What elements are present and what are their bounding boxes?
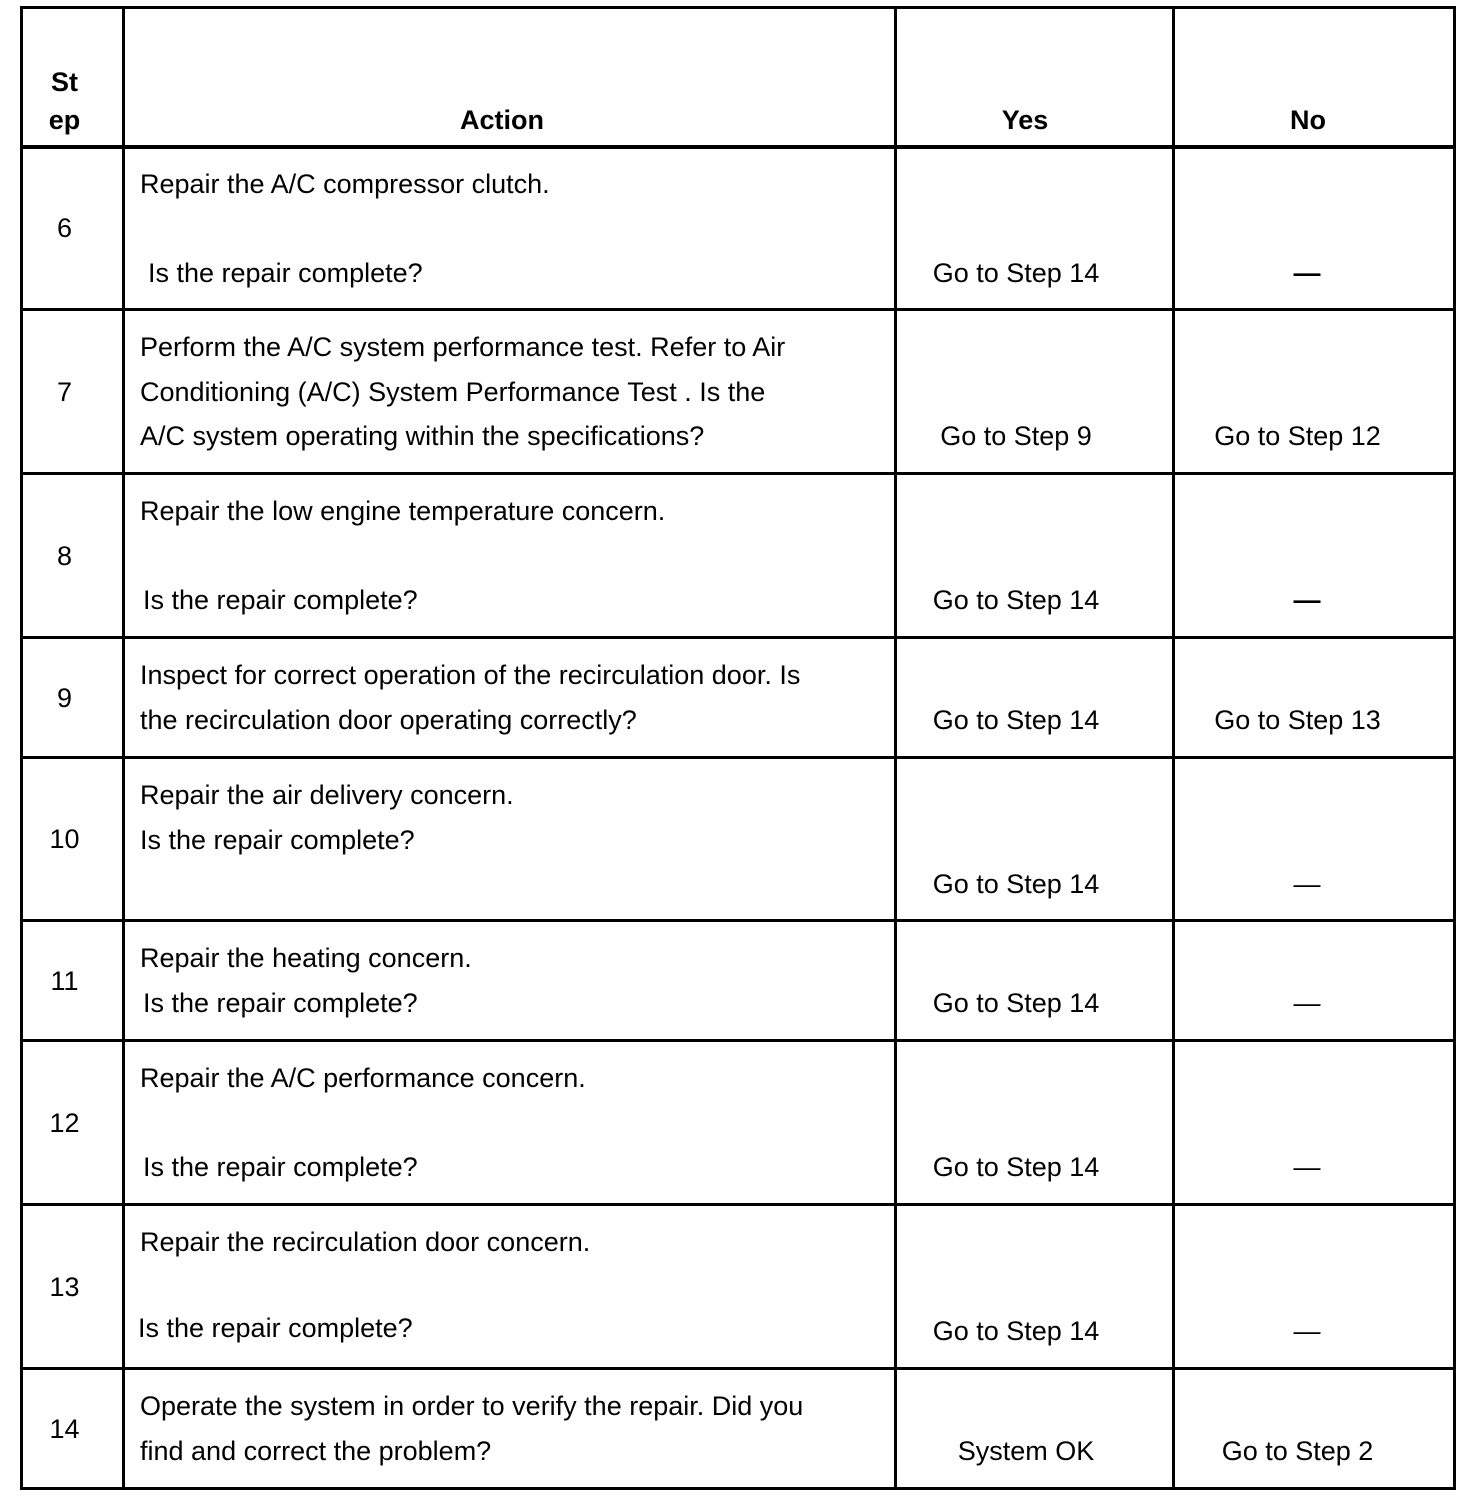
no-cell <box>1175 636 1453 756</box>
table-row <box>0 1367 1472 1487</box>
no-cell <box>1175 756 1453 919</box>
no-result: — <box>1293 258 1321 288</box>
step-cell <box>23 759 122 919</box>
yes-result: Go to Step 14 <box>932 869 1100 899</box>
no-cell <box>1175 145 1453 308</box>
yes-result: Go to Step 9 <box>940 421 1092 451</box>
header-step-label: ep <box>48 105 81 135</box>
action-text-line: Repair the recirculation door concern. <box>140 1227 591 1257</box>
step-cell <box>23 1370 122 1487</box>
header-yes-label: Yes <box>1001 105 1049 135</box>
no-cell <box>1175 919 1453 1039</box>
action-text-line: Is the repair complete? <box>143 988 418 1018</box>
no-result: — <box>1293 988 1321 1018</box>
header-action <box>125 6 894 145</box>
step-number: 6 <box>56 213 73 243</box>
yes-result: Go to Step 14 <box>932 705 1100 735</box>
no-result: Go to Step 12 <box>1214 421 1381 451</box>
step-number: 14 <box>49 1413 80 1444</box>
action-text-line: Repair the A/C performance concern. <box>140 1063 586 1093</box>
action-text-line: Operate the system in order to verify the repair. Did you <box>140 1391 804 1421</box>
yes-cell <box>897 1367 1172 1487</box>
step-number: 8 <box>56 540 73 571</box>
step-number: 9 <box>56 682 73 713</box>
no-cell <box>1175 1367 1453 1487</box>
no-cell <box>1175 1203 1453 1367</box>
action-cell <box>125 1203 894 1367</box>
yes-cell <box>897 145 1172 308</box>
table-row <box>0 919 1472 1039</box>
action-text-line: A/C system operating within the specifications? <box>140 421 705 451</box>
header-action-label: Action <box>460 105 544 135</box>
step-number: 11 <box>50 965 79 996</box>
table-row <box>0 308 1472 472</box>
action-cell <box>125 472 894 636</box>
no-result: Go to Step 2 <box>1221 1436 1374 1466</box>
action-text-line: Perform the A/C system performance test. Refer to Air <box>140 332 786 362</box>
step-cell <box>23 1042 122 1203</box>
yes-result: Go to Step 14 <box>932 1152 1100 1182</box>
table-header-row <box>0 6 1472 145</box>
yes-cell <box>897 1203 1172 1367</box>
action-cell <box>125 1039 894 1203</box>
table-row <box>0 636 1472 756</box>
action-text-line: Conditioning (A/C) System Performance Test . Is the <box>140 377 766 407</box>
step-number: 13 <box>49 1271 80 1302</box>
action-cell <box>125 145 894 308</box>
action-cell <box>125 756 894 919</box>
table-row <box>0 1039 1472 1203</box>
step-number: 12 <box>49 1107 80 1138</box>
action-text-line: Inspect for correct operation of the recirculation door. Is <box>140 660 801 690</box>
header-step <box>23 6 122 145</box>
step-cell <box>23 922 122 1039</box>
step-cell <box>23 639 122 756</box>
no-result: — <box>1293 1316 1321 1346</box>
header-yes <box>897 6 1172 145</box>
table-row <box>0 1203 1472 1367</box>
yes-result: Go to Step 14 <box>932 1316 1100 1346</box>
no-result: — <box>1293 585 1321 615</box>
action-text-line: the recirculation door operating correctly? <box>140 705 637 735</box>
header-no <box>1175 6 1453 145</box>
step-cell <box>23 1206 122 1367</box>
header-no-label: No <box>1290 105 1326 135</box>
yes-cell <box>897 919 1172 1039</box>
yes-result: Go to Step 14 <box>932 988 1100 1018</box>
action-text-line: Is the repair complete? <box>143 1152 418 1182</box>
action-text-line: find and correct the problem? <box>140 1436 492 1466</box>
action-cell <box>125 308 894 472</box>
no-result: — <box>1293 869 1321 899</box>
action-text-line: Is the repair complete? <box>143 585 418 615</box>
header-step-label: St <box>51 67 78 97</box>
yes-result: Go to Step 14 <box>932 258 1100 288</box>
action-text-line: Is the repair complete? <box>140 825 415 855</box>
table-row <box>0 472 1472 636</box>
no-result: Go to Step 13 <box>1214 705 1381 735</box>
no-cell <box>1175 308 1453 472</box>
table-row <box>0 756 1472 919</box>
action-text-line: Repair the low engine temperature concern. <box>140 496 666 526</box>
no-cell <box>1175 472 1453 636</box>
action-text-line: Repair the heating concern. <box>140 943 472 973</box>
step-cell <box>23 311 122 472</box>
table-row <box>0 145 1472 308</box>
yes-result: System OK <box>957 1436 1095 1466</box>
yes-cell <box>897 1039 1172 1203</box>
yes-cell <box>897 472 1172 636</box>
action-text-line: Is the repair complete? <box>138 1313 413 1343</box>
yes-cell <box>897 636 1172 756</box>
action-cell <box>125 919 894 1039</box>
step-number: 7 <box>56 376 73 407</box>
action-cell <box>125 1367 894 1487</box>
no-cell <box>1175 1039 1453 1203</box>
no-result: — <box>1293 1152 1321 1182</box>
step-cell <box>23 148 122 308</box>
action-cell <box>125 636 894 756</box>
yes-cell <box>897 308 1172 472</box>
action-text-line: Is the repair complete? <box>148 258 423 288</box>
yes-cell <box>897 756 1172 919</box>
action-text-line: Repair the A/C compressor clutch. <box>140 169 550 199</box>
grid-line-horizontal <box>20 1487 1456 1490</box>
action-text-line: Repair the air delivery concern. <box>140 780 514 810</box>
yes-result: Go to Step 14 <box>932 585 1100 615</box>
step-cell <box>23 475 122 636</box>
step-number: 10 <box>49 824 80 854</box>
